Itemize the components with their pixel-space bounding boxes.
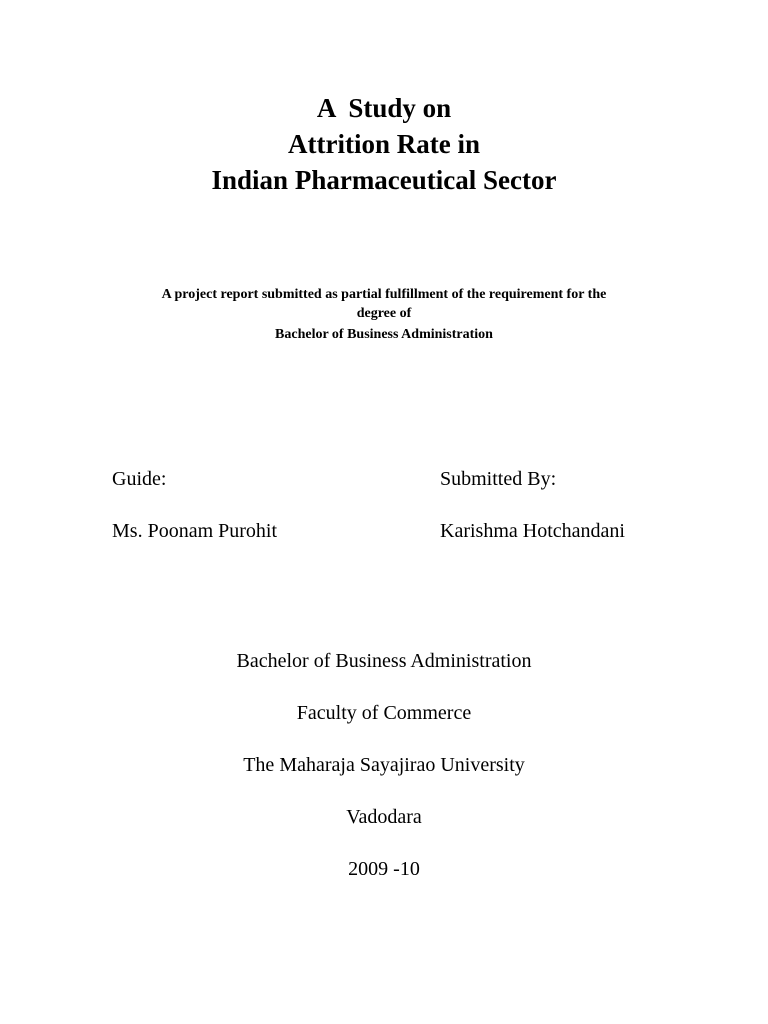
submission-statement-line-1: A project report submitted as partial fulfillment of the requirement for the	[161, 287, 607, 302]
submission-statement-line-2: degree of	[356, 306, 412, 321]
program-name: Bachelor of Business Administration	[236, 650, 532, 672]
submitted-by-label: Submitted By:	[440, 468, 557, 490]
report-title-line-1: A Study on	[316, 93, 452, 123]
guide-label: Guide:	[112, 468, 167, 490]
report-title-line-3: Indian Pharmaceutical Sector	[211, 165, 557, 195]
city-name: Vadodara	[346, 806, 422, 828]
report-title-line-2: Attrition Rate in	[288, 129, 480, 159]
submission-degree: Bachelor of Business Administration	[275, 327, 493, 342]
university-name: The Maharaja Sayajirao University	[243, 754, 525, 776]
faculty-name: Faculty of Commerce	[296, 702, 472, 724]
guide-name: Ms. Poonam Purohit	[112, 520, 278, 542]
academic-year: 2009 -10	[348, 858, 420, 880]
author-name: Karishma Hotchandani	[440, 520, 625, 542]
